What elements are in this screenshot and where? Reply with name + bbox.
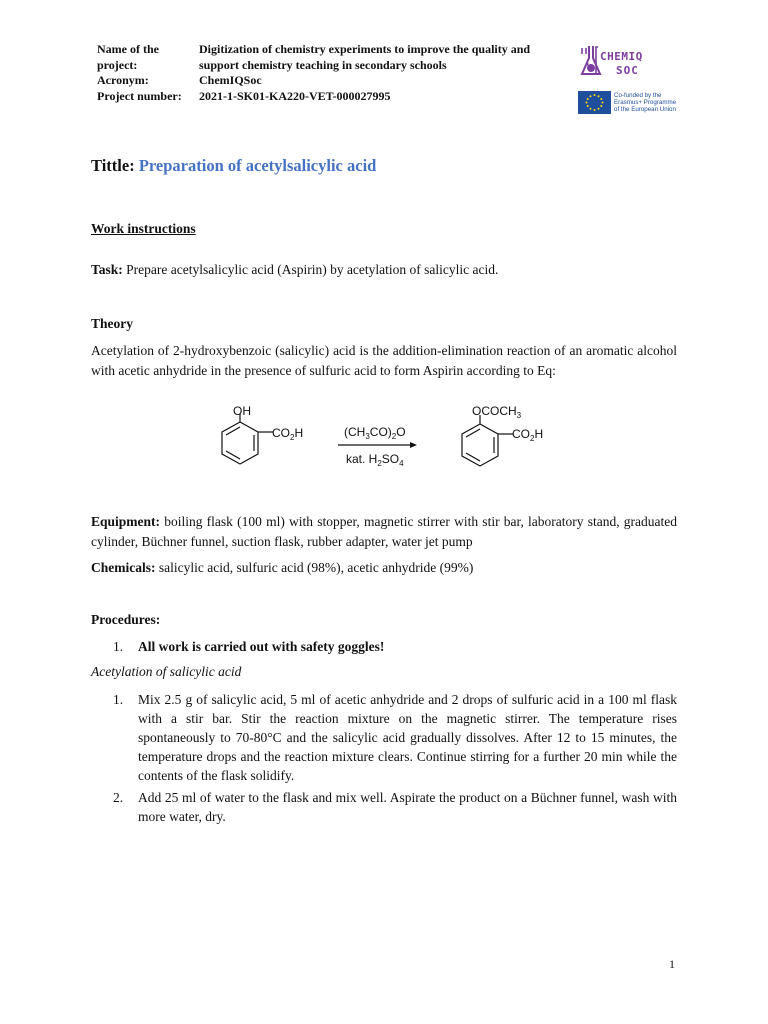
header-label: Project number: xyxy=(97,88,182,103)
title-text: Preparation of acetylsalicylic acid xyxy=(138,156,377,175)
header-value: Digitization of chemistry experiments to improve the quality and support chemistry teaching in secondary schools xyxy=(199,42,531,72)
list-number: 1. xyxy=(113,639,124,654)
equipment-text: boiling flask (100 ml) with stopper, magnetic stirrer with stir bar, laboratory stand, graduated cylinder, Büchner funnel, suction flask, rubber adapter, water jet pump xyxy=(91,514,678,549)
list-text: All work is carried out with safety goggles! xyxy=(138,639,385,654)
chemicals-paragraph xyxy=(91,558,677,578)
list-item xyxy=(113,690,677,785)
header-value: 2021-1-SK01-KA220-VET-000027995 xyxy=(199,88,391,103)
work-instructions-heading: Work instructions xyxy=(91,221,196,236)
header-label: Name of the project: xyxy=(97,42,159,72)
header-value: ChemIQSoc xyxy=(199,73,262,87)
list-number: 1. xyxy=(113,692,124,707)
project-header xyxy=(97,42,567,104)
aspirin-structure xyxy=(462,415,513,466)
list-number: 2. xyxy=(113,790,124,805)
chemiq-soc-logo xyxy=(578,44,688,116)
reagent-bottom-label: kat. $H_2SO_4$ xyxy=(346,452,404,468)
procedure-subheading: Acetylation of salicylic acid xyxy=(91,664,242,679)
page-number: 1 xyxy=(669,957,675,971)
eu-text-line-2: Erasmus+ Programme xyxy=(614,99,677,106)
header-row-acronym xyxy=(97,73,567,89)
flask-icon xyxy=(582,46,600,74)
page-title xyxy=(91,156,376,176)
reagent-top-label: $(CH_3CO)_2O$ xyxy=(344,425,406,441)
chemicals-text: salicylic acid, sulfuric acid (98%), acetic anhydride (99%) xyxy=(158,560,474,575)
salicylic-acid-structure xyxy=(222,414,273,464)
title-label: Tittle: xyxy=(91,156,135,175)
list-text: Mix 2.5 g of salicylic acid, 5 ml of acetic anhydride and 2 drops of sulfuric acid in a 100 ml flask with a stir bar. Stir the reaction mixture on the magnetic stirrer. The temperature rises spontaneously to 70-80°C and the salicylic acid gradually dissolves. After 12 to 15 minutes, the temperature drops and the reaction mixture clears. Continue stirring for a further 20 min while the contents of the flask solidify. xyxy=(138,692,677,783)
theory-text: Acetylation of 2-hydroxybenzoic (salicylic) acid is the addition-elimination reaction of an aromatic alcohol with acetic anhydride in the presence of sulfuric acid to form Aspirin according to Eq: xyxy=(91,343,677,378)
header-label: Acronym: xyxy=(97,73,149,87)
eu-text-line-1: Co-funded by the xyxy=(614,92,662,99)
header-row-project-name xyxy=(97,42,567,73)
header-row-project-number xyxy=(97,89,567,105)
task-label: Task: xyxy=(91,262,123,277)
theory-heading: Theory xyxy=(91,316,133,331)
list-item-safety xyxy=(113,637,677,656)
equipment-paragraph xyxy=(91,512,677,551)
eu-flag-icon xyxy=(578,91,611,114)
task-line xyxy=(91,262,498,278)
procedures-heading: Procedures: xyxy=(91,612,161,627)
list-item xyxy=(113,788,677,826)
equipment-label: Equipment: xyxy=(91,514,161,529)
product-ococh3-label: $OCOCH_3$ xyxy=(472,404,522,420)
task-text: Prepare acetylsalicylic acid (Aspirin) by acetylation of salicylic acid. xyxy=(126,262,499,277)
logo-text-soc: SOC xyxy=(616,64,639,77)
chemicals-label: Chemicals: xyxy=(91,560,156,575)
reaction-scheme xyxy=(210,400,570,480)
product-co2h-label: $CO_2H$ xyxy=(512,427,544,443)
eu-text-line-3: of the European Union xyxy=(614,106,676,113)
reaction-arrow-icon xyxy=(338,442,417,448)
reactant-oh-label: OH xyxy=(233,404,251,418)
list-text: Add 25 ml of water to the flask and mix well. Aspirate the product on a Büchner funnel, wash with more water, dry. xyxy=(138,790,677,824)
reactant-co2h-label: $CO_2H$ xyxy=(272,426,304,442)
logo-text-chemiq: CHEMIQ xyxy=(600,50,643,63)
